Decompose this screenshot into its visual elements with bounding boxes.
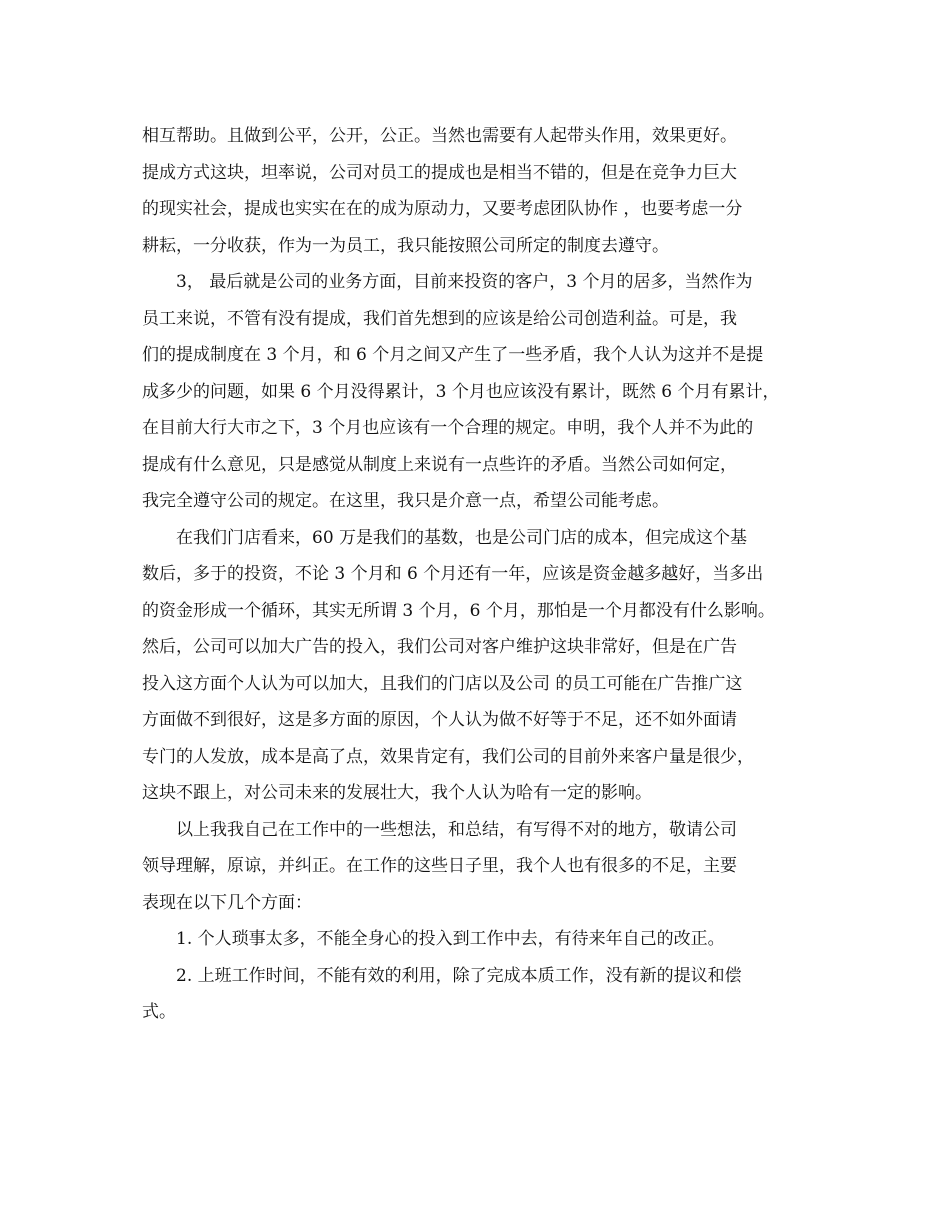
- list-item-2: 2. 上班工作时间，不能有效的利用，除了完成本质工作，没有新的提议和偿: [176, 965, 742, 986]
- list-item-1: 1. 个人琐事太多，不能全身心的投入到工作中去，有待来年自己的改正。: [176, 929, 725, 949]
- text-line: 相互帮助。且做到公平，公开，公正。当然也需要有人起带头作用，效果更好。: [142, 126, 737, 146]
- text-line: 然后，公司可以加大广告的投入，我们公司对客户维护这块非常好，但是在广告: [142, 637, 737, 657]
- text-line: 提成方式这块，坦率说，公司对员工的提成也是相当不错的，但是在竞争力巨大: [142, 162, 737, 183]
- text-line: 数后，多于的投资，不论 3 个月和 6 个月还有一年，应该是资金越多越好，当多出: [142, 564, 764, 584]
- text-line: 耕耘，一分收获，作为一为员工，我只能按照公司所定的制度去遵守。: [142, 235, 669, 256]
- text-line: 专门的人发放，成本是高了点，效果肯定有，我们公司的目前外来客户量是很少，: [142, 746, 754, 767]
- document-body: [142, 118, 832, 1031]
- text-line: 领导理解，原谅，并纠正。在工作的这些日子里，我个人也有很多的不足，主要: [142, 856, 737, 876]
- text-line: 提成有什么意见，只是感觉从制度上来说有一点些许的矛盾。当然公司如何定，: [142, 454, 737, 475]
- text-line: 在目前大行大市之下，3 个月也应该有一个合理的规定。申明，我个人并不为此的: [142, 418, 754, 438]
- text-line: 式。: [142, 1002, 176, 1022]
- text-line: 投入这方面个人认为可以加大，且我们的门店以及公司 的员工可能在广告推广这: [142, 673, 743, 694]
- text-line: 们的提成制度在 3 个月，和 6 个月之间又产生了一些矛盾，我个人认为这并不是提: [142, 345, 764, 365]
- text-line: 员工来说，不管有没有提成，我们首先想到的应该是给公司创造利益。可是，我: [142, 308, 737, 329]
- paragraph-start-line: 以上我我自己在工作中的一些想法，和总结，有写得不对的地方，敬请公司: [176, 819, 737, 840]
- text-line: 表现在以下几个方面：: [142, 892, 312, 913]
- text-line: 成多少的问题，如果 6 个月没得累计，3 个月也应该没有累计，既然 6 个月有累计，: [142, 381, 780, 402]
- text-line: 这块不跟上，对公司未来的发展壮大，我个人认为哈有一定的影响。: [142, 783, 652, 803]
- text-line: 的现实社会，提成也实实在在的成为原动力，又要考虑团队协作 ，也要考虑一分: [142, 199, 743, 219]
- paragraph-start-line: 在我们门店看来，60 万是我们的基数，也是公司门店的成本，但完成这个基: [176, 527, 748, 548]
- text-line: 我完全遵守公司的规定。在这里，我只是介意一点，希望公司能考虑。: [142, 491, 669, 511]
- paragraph-start-line: 3， 最后就是公司的业务方面，目前来投资的客户，3 个月的居多，当然作为: [176, 272, 753, 292]
- text-line: 方面做不到很好，这是多方面的原因，个人认为做不好等于不足，还不如外面请: [142, 710, 737, 730]
- text-line: 的资金形成一个循环，其实无所谓 3 个月，6 个月，那怕是一个月都没有什么影响。: [142, 600, 775, 621]
